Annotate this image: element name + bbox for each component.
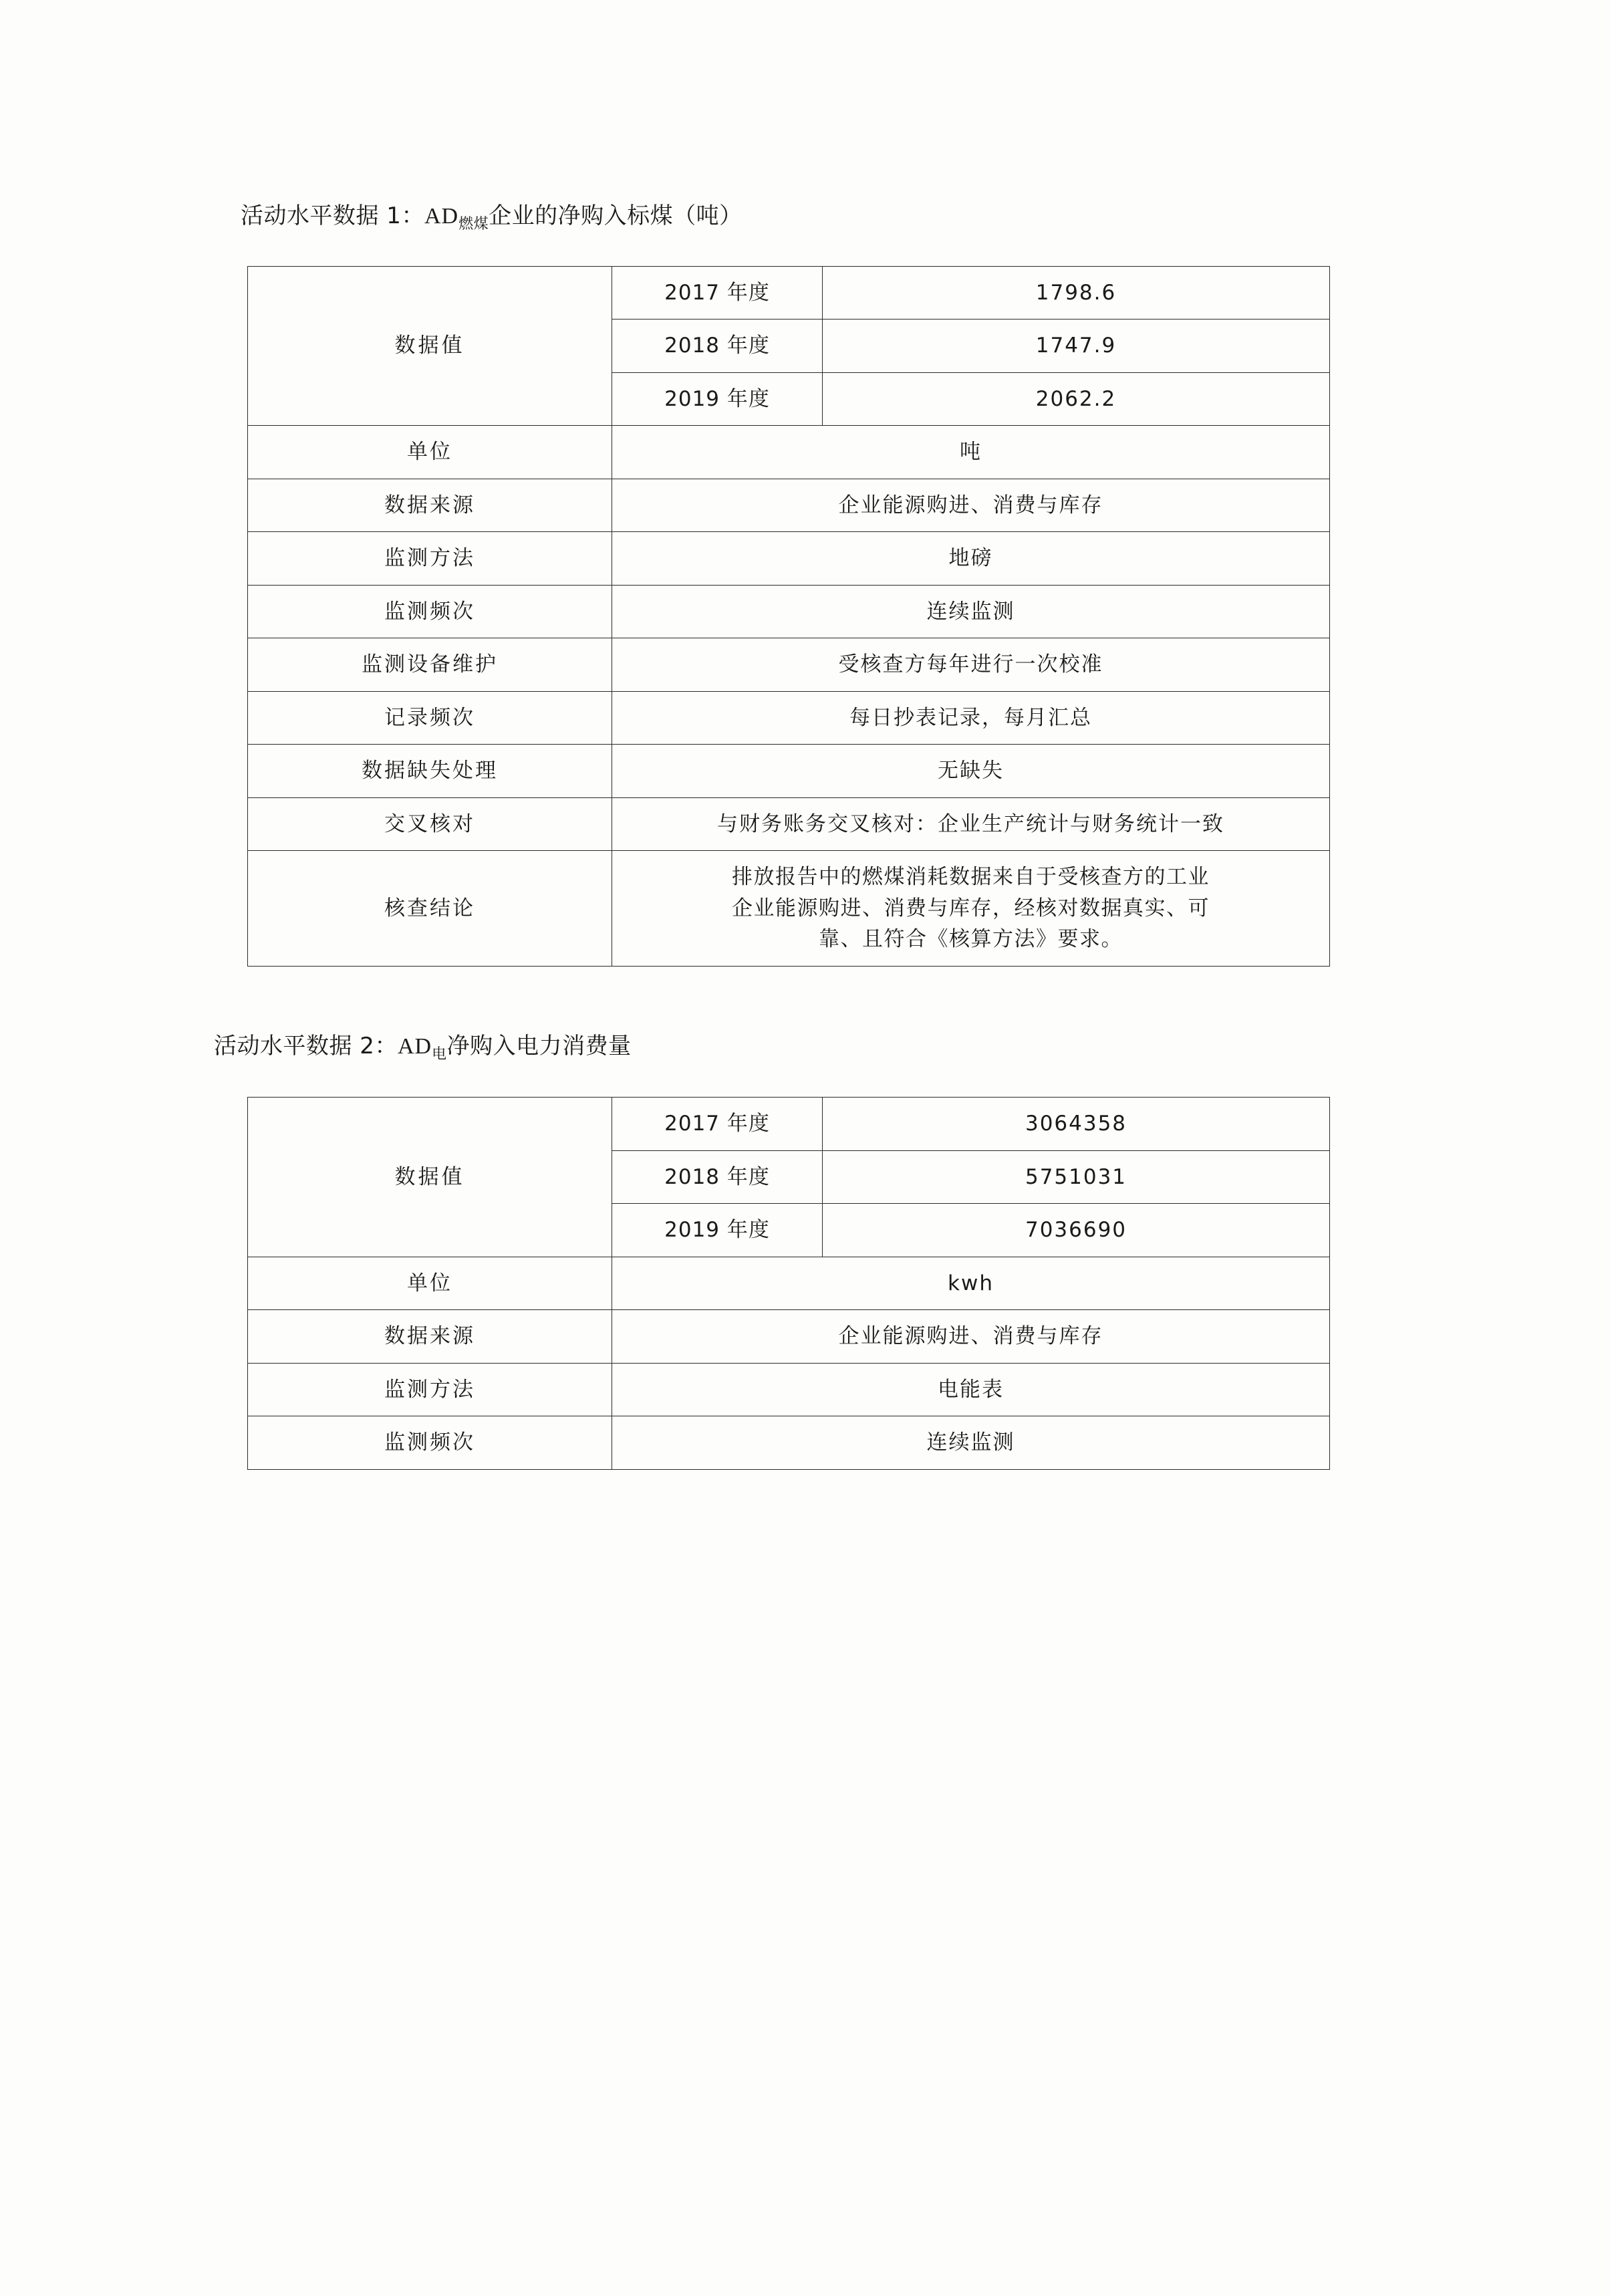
table-row [248,1416,1330,1470]
row-label-method: 监测方法 [248,532,612,586]
row-value-missing-data: 无缺失 [612,745,1330,798]
table-row [248,1310,1330,1364]
section-1-title [241,201,1363,235]
row-label-cross-check: 交叉核对 [248,797,612,851]
row-value-frequency: 连续监测 [612,585,1330,638]
value-cell: 1747.9 [823,320,1330,373]
table-row [248,691,1330,745]
table-row [248,266,1330,320]
row-label-frequency: 监测频次 [248,585,612,638]
table-row [248,585,1330,638]
section-2-title-prefix: 活动水平数据 2： [214,1032,398,1059]
row-label-maintenance: 监测设备维护 [248,638,612,692]
row-value-method: 电能表 [612,1363,1330,1416]
row-label-source: 数据来源 [248,1310,612,1364]
table-row [248,745,1330,798]
datavalue-label-cell: 数据值 [248,266,612,426]
row-value-unit: kwh [612,1257,1330,1310]
section-1-title-prefix: 活动水平数据 1： [241,203,424,229]
table-row [248,1363,1330,1416]
row-value-unit: 吨 [612,426,1330,479]
row-label-conclusion: 核查结论 [248,851,612,967]
value-cell: 1798.6 [823,266,1330,320]
row-value-record-frequency: 每日抄表记录，每月汇总 [612,691,1330,745]
conclusion-line-1: 排放报告中的燃煤消耗数据来自于受核查方的工业 [732,865,1210,890]
row-value-source: 企业能源购进、消费与库存 [612,1310,1330,1364]
table-row [248,638,1330,692]
value-cell: 2062.2 [823,372,1330,426]
section-2-title-symbol: AD [397,1033,432,1059]
value-cell: 5751031 [823,1150,1330,1204]
section-2-title-subscript: 电 [432,1045,447,1063]
row-value-conclusion [612,851,1330,967]
section-1-title-subscript: 燃煤 [458,215,489,233]
row-label-record-frequency: 记录频次 [248,691,612,745]
row-value-cross-check: 与财务账务交叉核对：企业生产统计与财务统计一致 [612,797,1330,851]
conclusion-line-3: 靠、且符合《核算方法》要求。 [819,927,1123,952]
section-activity-data-2 [214,1031,1363,1470]
row-value-frequency: 连续监测 [612,1416,1330,1470]
value-cell: 7036690 [823,1204,1330,1257]
table-row [248,426,1330,479]
table-row [248,532,1330,586]
row-label-frequency: 监测频次 [248,1416,612,1470]
year-cell: 2017 年度 [612,1098,823,1151]
section-1-title-suffix: 企业的净购入标煤（吨） [489,203,743,229]
table-row [248,1098,1330,1151]
datavalue-label-cell: 数据值 [248,1098,612,1257]
row-value-method: 地磅 [612,532,1330,586]
year-cell: 2019 年度 [612,372,823,426]
page-content [214,201,1363,1470]
section-2-title-suffix: 净购入电力消费量 [446,1032,632,1059]
row-value-maintenance: 受核查方每年进行一次校准 [612,638,1330,692]
table-row [248,479,1330,532]
conclusion-line-2: 企业能源购进、消费与库存，经核对数据真实、可 [732,896,1210,920]
row-label-method: 监测方法 [248,1363,612,1416]
row-label-missing-data: 数据缺失处理 [248,745,612,798]
row-value-source: 企业能源购进、消费与库存 [612,479,1330,532]
value-cell: 3064358 [823,1098,1330,1151]
activity-data-2-table [247,1097,1330,1470]
section-activity-data-1 [241,201,1363,967]
row-label-unit: 单位 [248,1257,612,1310]
row-label-source: 数据来源 [248,479,612,532]
table-row [248,797,1330,851]
activity-data-1-table [247,266,1330,967]
row-label-unit: 单位 [248,426,612,479]
section-2-title [214,1031,1363,1065]
year-cell: 2018 年度 [612,1150,823,1204]
section-1-title-symbol: AD [424,204,459,229]
year-cell: 2018 年度 [612,320,823,373]
table-row [248,851,1330,967]
year-cell: 2017 年度 [612,266,823,320]
year-cell: 2019 年度 [612,1204,823,1257]
table-row [248,1257,1330,1310]
